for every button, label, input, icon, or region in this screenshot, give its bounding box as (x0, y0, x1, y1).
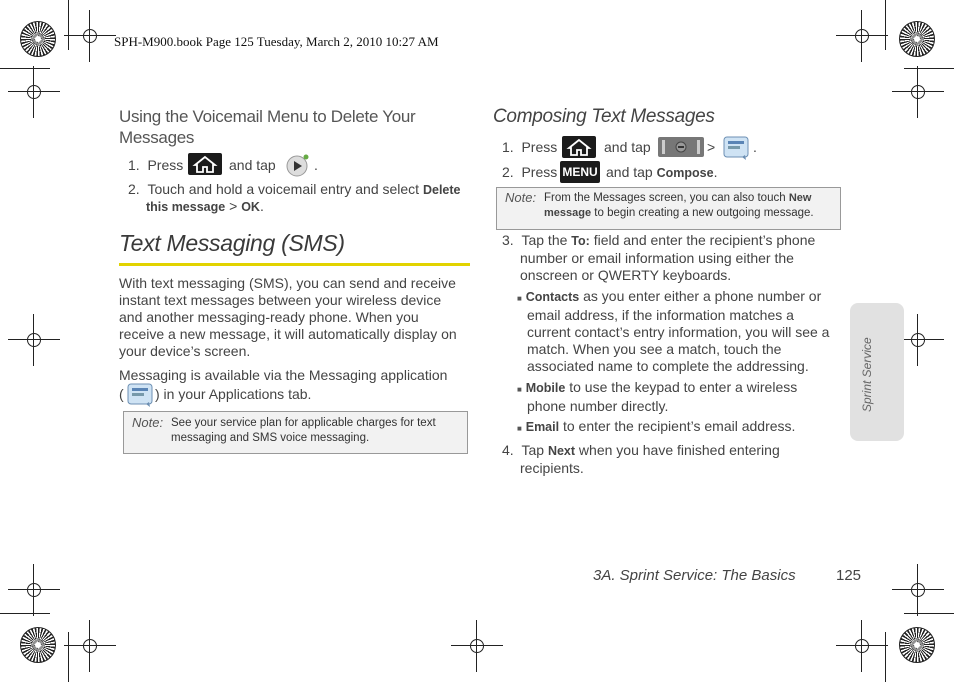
bullet-icon: ■ (517, 294, 522, 303)
crosshair-mark-icon (465, 634, 489, 658)
crosshair-mark-icon (22, 80, 46, 104)
registration-mark-icon (20, 21, 56, 57)
messaging-app-icon (125, 382, 155, 408)
home-key-icon (562, 136, 596, 158)
messaging-app-icon (721, 135, 751, 161)
left-step-2: 2. Touch and hold a voicemail entry and select Delete (128, 181, 461, 197)
right-step-1-andtap: and tap (604, 139, 651, 155)
crop-line (0, 68, 50, 69)
composing-heading: Composing Text Messages (493, 106, 715, 127)
right-step-2: 2. Press (502, 164, 558, 180)
crosshair-mark-icon (22, 328, 46, 352)
note-label: Note: (132, 415, 164, 430)
crosshair-mark-icon (906, 80, 930, 104)
crop-line (885, 632, 886, 682)
crop-line (885, 0, 886, 50)
bullet-mobile: ■ Mobile to use the keypad to enter a wireless phone number directly. (517, 379, 798, 414)
section-title-rule (119, 263, 470, 266)
availability-paragraph-line1: Messaging is available via the Messaging application (119, 367, 448, 383)
right-step-1-end: . (753, 139, 757, 155)
right-step-4: 4. Tap Next when you have finished entering recipients. (502, 442, 780, 476)
crop-line (904, 613, 954, 614)
left-step-1: 1. Press (128, 157, 184, 173)
home-key-icon (188, 153, 222, 175)
crosshair-mark-icon (850, 24, 874, 48)
crosshair-mark-icon (850, 634, 874, 658)
footer-chapter: 3A. Sprint Service: The Basics (593, 567, 796, 584)
voicemail-play-icon (285, 152, 311, 178)
side-tab (850, 303, 904, 441)
crop-line (68, 632, 69, 682)
note-label: Note: (505, 190, 537, 205)
right-step-1: 1. Press (502, 139, 558, 155)
availability-paragraph-rest: ) in your Applications tab. (155, 386, 312, 402)
note-text: From the Messages screen, you can also touch New message to begin creating a new outgoing message. (544, 192, 814, 219)
right-step-2-rest: and tap Compose. (606, 164, 718, 180)
left-step-1-end: . (314, 157, 318, 173)
crop-line (0, 613, 50, 614)
right-step-3: 3. Tap the To: field and enter the recipient’s phone number or email information using either the onscreen or QWERTY keyboards. (502, 232, 816, 283)
voicemail-subheading: Using the Voicemail Menu to Delete Your Messages (119, 107, 416, 147)
launcher-tab-icon (658, 137, 704, 157)
availability-paragraph-open: ( (119, 386, 124, 402)
bullet-icon: ■ (517, 424, 522, 433)
crosshair-mark-icon (906, 328, 930, 352)
bullet-icon: ■ (517, 385, 522, 394)
crosshair-mark-icon (78, 24, 102, 48)
section-title: Text Messaging (SMS) (119, 230, 345, 256)
footer-page-number: 125 (836, 567, 862, 584)
crosshair-mark-icon (906, 578, 930, 602)
crop-line (68, 0, 69, 50)
intro-paragraph: With text messaging (SMS), you can send and receive instant text messages between your wireless device and another messaging-ready phone. When you receive a new message, it will automatically display on your device’s screen. (119, 275, 457, 359)
registration-mark-icon (899, 21, 935, 57)
print-header: SPH-M900.book Page 125 Tuesday, March 2, 2010 10:27 AM (114, 34, 439, 49)
registration-mark-icon (899, 627, 935, 663)
crop-line (904, 68, 954, 69)
side-tab-label: Sprint Service (860, 337, 874, 412)
bullet-contacts: ■ Contacts as you enter either a phone number or email address, if the information matches a current contact’s entry information, you will see a match. When you see a match, touch the associated name to complete the addressing. (517, 288, 830, 374)
crosshair-mark-icon (78, 634, 102, 658)
left-step-2-line2: this message > OK. (146, 198, 264, 214)
registration-mark-icon (20, 627, 56, 663)
crosshair-mark-icon (22, 578, 46, 602)
bullet-email: ■ Email to enter the recipient’s email address. (517, 418, 796, 434)
menu-key-icon: MENU (560, 161, 600, 183)
left-note-box (123, 411, 468, 454)
right-step-1-gt: > (707, 139, 716, 155)
right-note-box (496, 187, 841, 230)
note-text: See your service plan for applicable charges for text messaging and SMS voice messaging. (171, 417, 436, 444)
left-step-1-andtap: and tap (229, 157, 276, 173)
